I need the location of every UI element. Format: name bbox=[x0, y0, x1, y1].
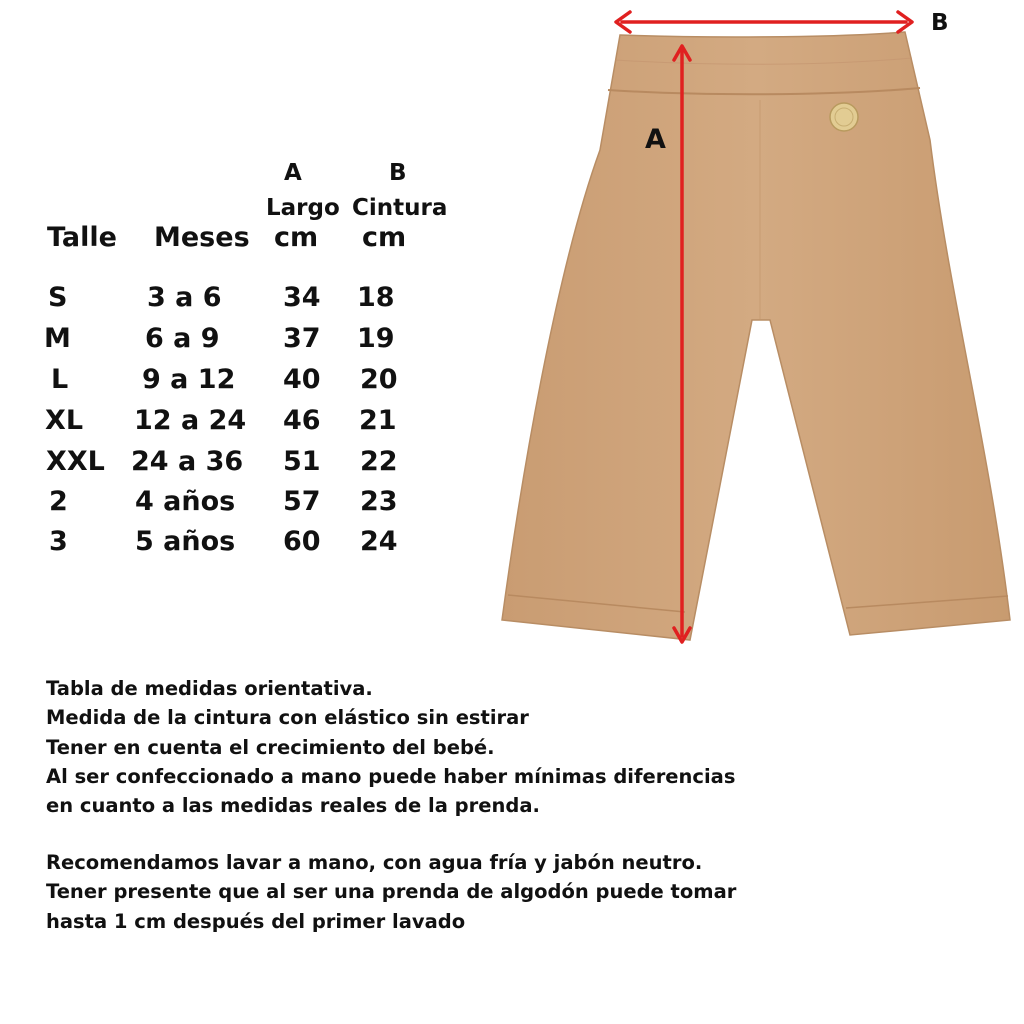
row-xl-meses: 12 a 24 bbox=[134, 405, 247, 436]
row-l-cintura: 20 bbox=[360, 364, 398, 395]
row-xl-talle: XL bbox=[45, 405, 84, 436]
row-l-meses: 9 a 12 bbox=[142, 364, 236, 395]
row-s-talle: S bbox=[48, 282, 68, 313]
row-l-largo: 40 bbox=[283, 364, 321, 395]
note-line: Tabla de medidas orientativa. bbox=[46, 677, 373, 700]
note-line: en cuanto a las medidas reales de la prenda. bbox=[46, 794, 540, 818]
row-2-largo: 57 bbox=[283, 486, 321, 517]
note-line: Medida de la cintura con elástico sin estirar bbox=[46, 706, 529, 730]
row-xxl-meses: 24 a 36 bbox=[131, 446, 244, 477]
row-xl-cintura: 21 bbox=[359, 405, 397, 436]
note-line: Recomendamos lavar a mano, con agua fría y jabón neutro. bbox=[46, 851, 703, 874]
header-cintura-letter: B bbox=[389, 160, 407, 186]
row-3-largo: 60 bbox=[283, 526, 321, 557]
row-2-meses: 4 años bbox=[135, 486, 236, 517]
row-l-talle: L bbox=[51, 364, 69, 395]
note-line: Al ser confeccionado a mano puede haber mínimas diferencias bbox=[46, 764, 736, 788]
row-xxl-cintura: 22 bbox=[360, 446, 398, 477]
row-m-talle: M bbox=[44, 323, 71, 354]
row-s-meses: 3 a 6 bbox=[147, 282, 222, 313]
row-2-cintura: 23 bbox=[360, 486, 398, 517]
row-m-cintura: 19 bbox=[357, 323, 395, 354]
notes-block-2 bbox=[46, 848, 736, 936]
row-s-largo: 34 bbox=[283, 282, 321, 313]
row-xl-largo: 46 bbox=[283, 405, 321, 436]
pants-body bbox=[502, 32, 1010, 640]
row-s-cintura: 18 bbox=[357, 282, 395, 313]
row-xxl-talle: XXL bbox=[46, 446, 105, 477]
header-cintura-unit: cm bbox=[362, 222, 407, 253]
row-2-talle: 2 bbox=[49, 486, 68, 517]
header-meses: Meses bbox=[154, 222, 250, 253]
note-line: hasta 1 cm después del primer lavado bbox=[46, 909, 466, 933]
note-line: Tener presente que al ser una prenda de algodón puede tomar bbox=[46, 880, 737, 904]
row-3-cintura: 24 bbox=[360, 526, 398, 557]
header-largo-unit: cm bbox=[274, 222, 319, 253]
header-largo-letter: A bbox=[284, 160, 302, 186]
header-talle: Talle bbox=[47, 222, 117, 253]
header-largo-label: Largo bbox=[266, 195, 340, 221]
pants-diagram bbox=[495, 0, 1024, 660]
notes-block-1 bbox=[46, 674, 735, 820]
label-a: A bbox=[645, 124, 666, 155]
label-b: B bbox=[931, 10, 949, 36]
note-line: Tener en cuenta el crecimiento del bebé. bbox=[46, 735, 495, 759]
row-3-talle: 3 bbox=[49, 526, 68, 557]
row-xxl-largo: 51 bbox=[283, 446, 321, 477]
arrow-b bbox=[616, 12, 912, 32]
row-3-meses: 5 años bbox=[135, 526, 236, 557]
header-cintura-label: Cintura bbox=[352, 195, 448, 221]
row-m-largo: 37 bbox=[283, 323, 321, 354]
row-m-meses: 6 a 9 bbox=[145, 323, 220, 354]
button-badge bbox=[830, 103, 858, 131]
